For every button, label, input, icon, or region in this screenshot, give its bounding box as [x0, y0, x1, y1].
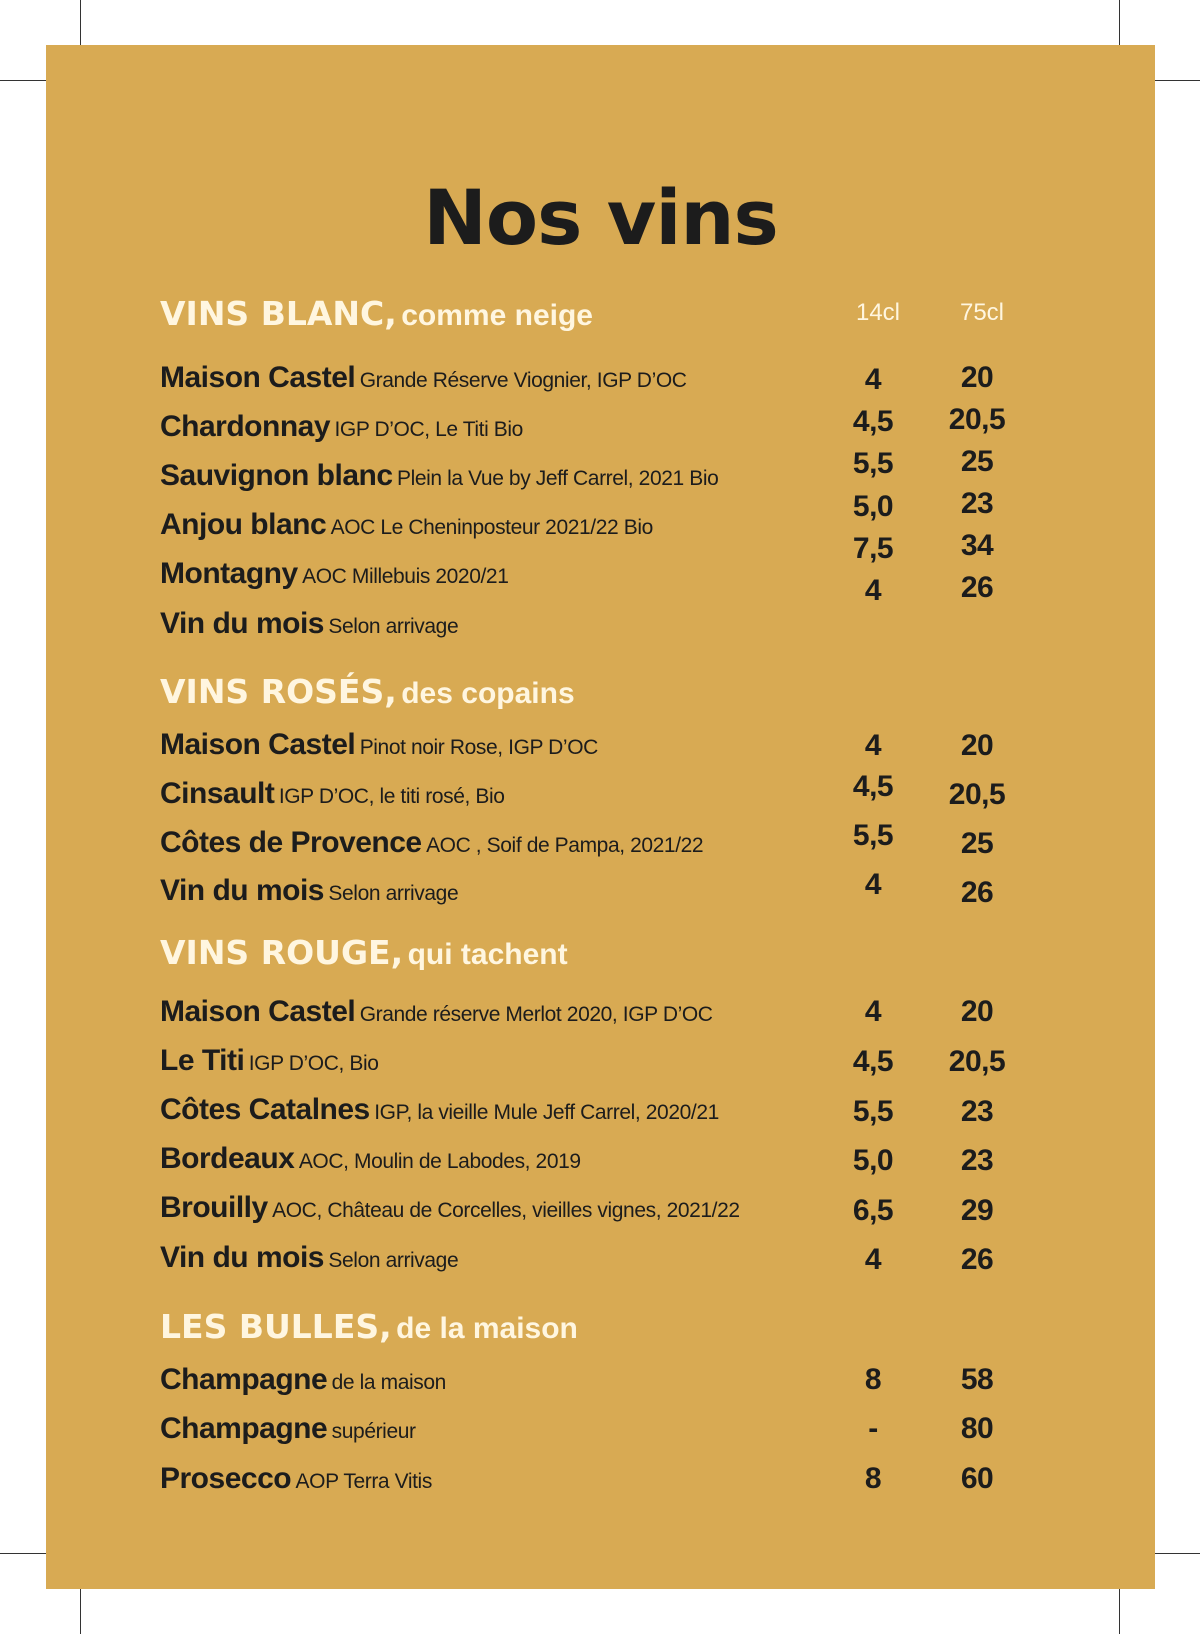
wine-name: Côtes de Provence: [160, 826, 422, 859]
wine-item: [160, 828, 703, 858]
price-75cl: 25: [960, 827, 994, 860]
wine-description: AOC, Château de Corcelles, vieilles vignes, 2021/22: [272, 1199, 740, 1222]
wine-name: Maison Castel: [160, 728, 356, 761]
wine-item: [160, 1095, 719, 1125]
section-subtitle: comme neige: [401, 299, 593, 332]
wine-description: IGP D’OC, Le Titi Bio: [334, 418, 523, 441]
wine-name: Vin du mois: [160, 607, 324, 640]
wine-name: Le Titi: [160, 1044, 245, 1077]
price-75cl: 80: [960, 1412, 994, 1445]
price-75cl: 29: [960, 1194, 994, 1227]
price-75cl: 25: [960, 445, 994, 478]
wine-description: Selon arrivage: [328, 1249, 459, 1272]
section-heading: [160, 672, 575, 711]
menu-title: Nos vins: [423, 173, 778, 262]
section-name: VINS ROUGE,: [160, 933, 404, 972]
wine-description: de la maison: [331, 1371, 446, 1394]
wine-name: Brouilly: [160, 1191, 268, 1224]
wine-name: Maison Castel: [160, 995, 356, 1028]
price-75cl: 23: [960, 1095, 994, 1128]
wine-item: [160, 1414, 416, 1444]
section-heading: [160, 933, 568, 972]
price-75cl: 20: [960, 995, 994, 1028]
wine-name: Vin du mois: [160, 1241, 324, 1274]
wine-item: [160, 1464, 432, 1494]
section-subtitle: qui tachent: [407, 938, 568, 971]
wine-item: [160, 779, 505, 809]
wine-item: [160, 1144, 581, 1174]
price-14cl: 4,5: [852, 1045, 894, 1078]
price-14cl: 4: [864, 574, 882, 607]
wine-name: Anjou blanc: [160, 508, 327, 541]
section-subtitle: des copains: [401, 677, 575, 710]
price-75cl: 20,5: [948, 1045, 1006, 1078]
price-75cl: 34: [960, 529, 994, 562]
wine-item: [160, 997, 713, 1027]
price-14cl: 8: [864, 1462, 882, 1495]
price-75cl: 20,5: [948, 403, 1006, 436]
wine-item: [160, 1046, 379, 1076]
section-heading: [160, 1307, 578, 1346]
price-75cl: 58: [960, 1363, 994, 1396]
price-14cl: 5,5: [852, 447, 894, 480]
wine-description: AOC Millebuis 2020/21: [302, 565, 509, 588]
wine-item: [160, 876, 458, 906]
wine-item: [160, 1193, 740, 1223]
price-14cl: 4: [864, 729, 882, 762]
wine-description: Selon arrivage: [328, 615, 459, 638]
price-14cl: 5,5: [852, 1095, 894, 1128]
wine-description: supérieur: [331, 1420, 416, 1443]
price-14cl: 5,0: [852, 1144, 894, 1177]
wine-item: [160, 1365, 446, 1395]
price-14cl: 4,5: [852, 405, 894, 438]
price-75cl: 23: [960, 1144, 994, 1177]
price-75cl: 20: [960, 729, 994, 762]
price-75cl: 20: [960, 361, 994, 394]
column-header-14cl: 14cl: [855, 299, 901, 326]
price-75cl: 20,5: [948, 778, 1006, 811]
price-14cl: 4: [864, 868, 882, 901]
price-75cl: 26: [960, 876, 994, 909]
price-14cl: 4: [864, 995, 882, 1028]
price-14cl: 5,0: [852, 490, 894, 523]
price-14cl: 8: [864, 1363, 882, 1396]
price-75cl: 26: [960, 571, 994, 604]
wine-item: [160, 609, 458, 639]
section-name: LES BULLES,: [160, 1307, 392, 1346]
wine-item: [160, 510, 653, 540]
wine-name: Champagne: [160, 1412, 328, 1445]
wine-description: AOC Le Cheninposteur 2021/22 Bio: [330, 516, 653, 539]
price-75cl: 60: [960, 1462, 994, 1495]
wine-item: [160, 559, 509, 589]
wine-item: [160, 730, 598, 760]
wine-name: Chardonnay: [160, 410, 331, 443]
wine-name: Vin du mois: [160, 874, 324, 907]
wine-name: Maison Castel: [160, 361, 356, 394]
wine-name: Côtes Catalnes: [160, 1093, 370, 1126]
wine-description: AOC , Soif de Pampa, 2021/22: [426, 834, 704, 857]
price-14cl: 4,5: [852, 770, 894, 803]
wine-description: Grande réserve Merlot 2020, IGP D’OC: [359, 1003, 713, 1026]
section-name: VINS BLANC,: [160, 294, 397, 333]
wine-description: AOP Terra Vitis: [295, 1470, 432, 1493]
wine-description: Grande Réserve Viognier, IGP D’OC: [359, 369, 687, 392]
wine-description: IGP D’OC, le titi rosé, Bio: [278, 785, 505, 808]
wine-name: Cinsault: [160, 777, 275, 810]
section-heading: [160, 294, 593, 333]
column-header-75cl: 75cl: [959, 299, 1005, 326]
wine-description: Plein la Vue by Jeff Carrel, 2021 Bio: [396, 467, 719, 490]
wine-item: [160, 363, 687, 393]
wine-description: AOC, Moulin de Labodes, 2019: [298, 1150, 581, 1173]
price-14cl: 7,5: [852, 532, 894, 565]
price-75cl: 26: [960, 1243, 994, 1276]
wine-description: Pinot noir Rose, IGP D’OC: [359, 736, 598, 759]
wine-description: Selon arrivage: [328, 882, 459, 905]
price-14cl: 6,5: [852, 1194, 894, 1227]
wine-item: [160, 412, 523, 442]
wine-name: Champagne: [160, 1363, 328, 1396]
wine-name: Bordeaux: [160, 1142, 295, 1175]
price-14cl: 4: [864, 363, 882, 396]
price-14cl: 4: [864, 1243, 882, 1276]
wine-menu-card: [46, 45, 1155, 1589]
wine-description: IGP, la vieille Mule Jeff Carrel, 2020/21: [374, 1101, 719, 1124]
section-name: VINS ROSÉS,: [160, 672, 397, 711]
section-subtitle: de la maison: [396, 1312, 578, 1345]
price-14cl: 5,5: [852, 819, 894, 852]
wine-item: [160, 461, 718, 491]
wine-name: Sauvignon blanc: [160, 459, 393, 492]
wine-description: IGP D’OC, Bio: [248, 1052, 379, 1075]
price-75cl: 23: [960, 487, 994, 520]
price-14cl: -: [868, 1412, 878, 1445]
wine-item: [160, 1243, 458, 1273]
wine-name: Montagny: [160, 557, 298, 590]
wine-name: Prosecco: [160, 1462, 292, 1495]
